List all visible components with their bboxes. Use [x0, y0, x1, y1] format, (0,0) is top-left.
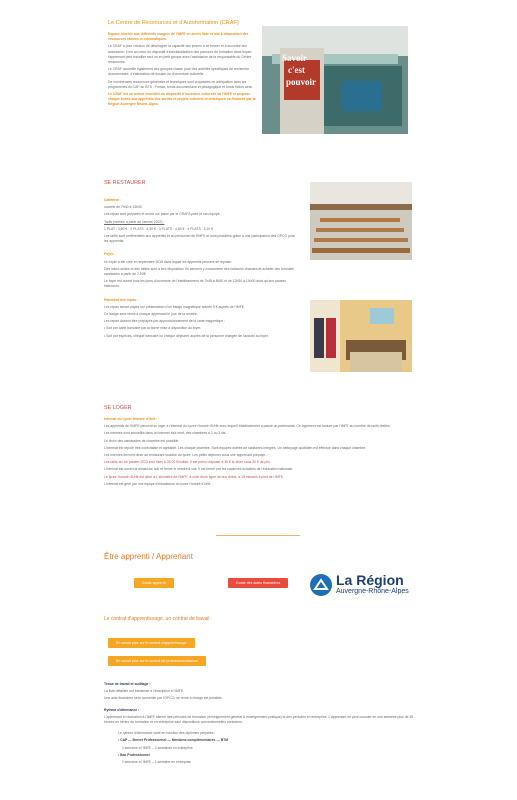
loger-text: L'internat est géré par une équipe d'éducateurs du lycée Honoré d'Urfé. — [104, 481, 212, 486]
tarifs-note: Les tarifs sont préférentiels aux apprentis et au personnel de l'IMFE et sont possibles grâce à une participation des OPCO pour les apprentis. — [104, 234, 295, 244]
list-item-sub: 1 semaine à l'IMFE – 2 semaines en entreprise — [122, 745, 193, 750]
guide-apprenti-button[interactable]: Guide apprenti — [134, 578, 174, 588]
region-logo-icon — [310, 574, 332, 596]
list-item: • Bac Professionnel — [118, 752, 150, 757]
foyer-text: Des micro-ondes et des tables sont à leur disposition. Ils peuvent y consommer des boissons chaudes et acheter des formules sandwichs à partir de 2,50€. — [104, 266, 294, 277]
craf-paragraph: Le CRAF a pour mission de développer la capacité des jeunes à se former et à accroître leur autonomie. Il est au cœur du dispositif d'individualisation des parcours de formation dans lequel l'apprenant peut travailler seul ou en petit groupe avec l'assistance de la responsable du Centre ressources. — [108, 44, 252, 65]
foyer-photo — [310, 300, 412, 372]
loger-text: L'internat est réputé très confortable et agréable. Les chaque chambre. Sont équipés dotées de sanitaires intégrés. Un nettoyage quotidien est effectué dans chaque chambre. — [104, 445, 367, 450]
list-item: • CAP — Brevet Professionnel — Mentions complémentaires — BTM — [118, 738, 229, 743]
cafeteria-hours: ouverte de 7h30 à 13h30 — [104, 205, 142, 210]
tenue-text: Une aide financière sera consentie par l'OPCO, se renre à charge est possible. — [104, 696, 223, 701]
internat-title: Internat du Lycée Honoré d'Urfé : — [104, 417, 158, 421]
region-logo — [310, 572, 420, 602]
loger-location: Le lycée Honoré d'Urfé est situé à 1 kilomètre de l'IMFE, à côté d'une ligne de bus direct, à 15 minutes à pied de l'IMFE. — [104, 474, 284, 479]
poster-text: pouvoir — [286, 77, 317, 87]
contrat-professionnalisation-button[interactable]: En savoir plus sur le contrat de professionnalisation — [108, 656, 206, 666]
paiement-text: Les repas doivent être prépayés par approvisionnement de la carte magnétique : — [104, 319, 226, 324]
contrat-title: Le contrat d'apprentissage, un contrat de travail : — [104, 616, 213, 622]
cafeteria-text: Les repas sont préparés et servis sur place par le CRAF/Lycée et son équipe. — [104, 212, 221, 217]
poster — [280, 48, 324, 134]
foyer-text: Un foyer a été créé en septembre 2018 dans lequel les apprentis peuvent se reposer. — [104, 259, 233, 264]
tenue-text: La liste détaillée est transmise à l'inscription à l'IMFE. — [104, 689, 185, 694]
craf-intro: Espace réservé aux différents usagers de l'IMFE en accès libre et mis à disposition des ressources variées et informatiques. — [108, 32, 249, 42]
tenue-title: Tenue de travail et outillage : — [104, 682, 151, 686]
craf-paragraph: Le CRAF accueille également des groupes classe pour des activités spécifiques de recherche documentaire, d'élaboration de dossier ou d'ouverture culturelle. — [108, 67, 249, 77]
apprenti-title: Être apprenti / Apprenant — [104, 552, 193, 561]
restaurer-title: SE RESTAURER — [104, 180, 146, 186]
loger-text: Le choix des camarades de chambre est possible. — [104, 438, 180, 443]
craf-title: Le Centre de Ressources et d'Autoformation (CRAF) — [108, 20, 239, 26]
section-divider — [216, 535, 300, 536]
list-item-title: CAP — Brevet Professionnel — Mentions complémentaires — BTM — [120, 738, 229, 743]
list-item-sub: 1 semaine à l'IMFE – 1 semaine en entreprise — [122, 760, 192, 765]
craf-paragraph: De nombreuses ressources générales et techniques sont proposées en adéquation avec les programmes du CAP au BTS : Presse, fonds documentaire et pédagogique et fonds fiction ainsi. — [108, 79, 253, 89]
tarifs-title: Tarifs (rentrée à partir de l'année 2022) : — [104, 219, 165, 224]
loger-tarifs: Les tarifs au 1er janvier 2023 sont fixés à 25,00 €/nuitée. Il est prévu d'ajouter à 36 € le dîner sous 30 € de prix. — [104, 460, 271, 465]
foyer-text: Le foyer est ouvert tous les jours d'ouverture de l'établissement de 7h45 à 8h30 et de 12h30 à 14h00 ainsi qu'aux pauses intercours. — [104, 279, 286, 289]
paiement-text: Les repas seront payés sur présentation d'un badge magnétique acheté 5 € auprès de l'IMFE. — [104, 304, 245, 309]
loger-text: Les apprentis de l'IMFE peuvent se loger à l'internat du Lycée Honoré d'Urfé avec lequel l'établissement a passé un partenariat. Ce logement est facturé par l'IMFE au nombre de nuits réelles. — [104, 424, 391, 429]
list-item-title: Bac Professionnel — [120, 752, 150, 757]
rythme-text: L'apprenant en formation à l'IMFE alterne des périodes de formation (enseignement général & enseignement pratique) et des périodes en entreprise. L'apprenant ne peut cumuler en une semaine plus de 35 heures en centre de formation et en entreprise sauf dispositions conventionnelles contraires. — [104, 714, 414, 725]
foyer-title: Foyer : — [104, 252, 116, 257]
rythme-title: Rythme d'alternance : — [104, 707, 140, 712]
cafeteria-photo — [310, 182, 412, 260]
region-name: La Région — [336, 572, 404, 588]
rythme-text: Le rythme d'alternance varie en fonction des diplômes préparés : — [118, 731, 216, 736]
loger-text: Les internes sont accueillis dans un internet tout neuf, des chambres à 2 ou 3 lits. — [104, 431, 227, 436]
cafeteria-title: Cafeteria : — [104, 198, 121, 202]
tarifs-line: 1 PLAT : 3,60 € · 2 PLATS : 4,30 € · 3 PLATS : 4,80 € · 4 PLATS : 5,10 € — [104, 226, 213, 231]
paiement-bullet-text: Soit par carte bancaire par la borne mise à disposition au foyer. — [106, 326, 202, 331]
region-sub: Auvergne-Rhône-Alpes — [336, 588, 409, 595]
poster-text: Savoir — [282, 53, 308, 63]
loger-title: SE LOGER — [104, 405, 132, 411]
paiement-bullet: • Soit par espèces, chèque bancaire ou chèque déjeuner auprès de la personne chargée de l'accueil au foyer. — [104, 333, 269, 338]
paiement-bullet: • Soit par carte bancaire par la borne mise à disposition au foyer. — [104, 326, 202, 331]
loger-text: Les internes devront dîner au restaurant scolaire du lycée. Les petits déjeuner sous une apprenant prépaye. — [104, 453, 267, 458]
craf-photo — [262, 26, 408, 134]
craf-highlight: Le CRAF est un acteur essentiel du dispositif d'ouverture culturelle de l'IMFE et propose chaque année aux apprentis des sorties et projets culturels et artistiques co-financés par la Région Auvergne Rhône-Alpes. — [108, 92, 256, 107]
contrat-apprentissage-button[interactable]: En savoir plus sur le contrat d'apprentissage — [108, 638, 195, 648]
paiement-bullet-text: Soit par espèces, chèque bancaire ou chèque déjeuner auprès de la personne chargée de l'accueil au foyer. — [106, 333, 269, 338]
paiement-text: Ce badge sera remis à chaque apprenant le jour de la rentrée. — [104, 312, 198, 317]
poster-text: c'est — [288, 65, 305, 75]
guide-aides-button[interactable]: Guide des aides financières — [228, 578, 288, 588]
loger-text: L'internat est ouvert la dimanche soir et fermé le vendredi soir. Il est fermé par les vacances scolaires de l'éducation nationale. — [104, 467, 294, 472]
paiement-title: Paiement des repas : — [104, 297, 138, 302]
